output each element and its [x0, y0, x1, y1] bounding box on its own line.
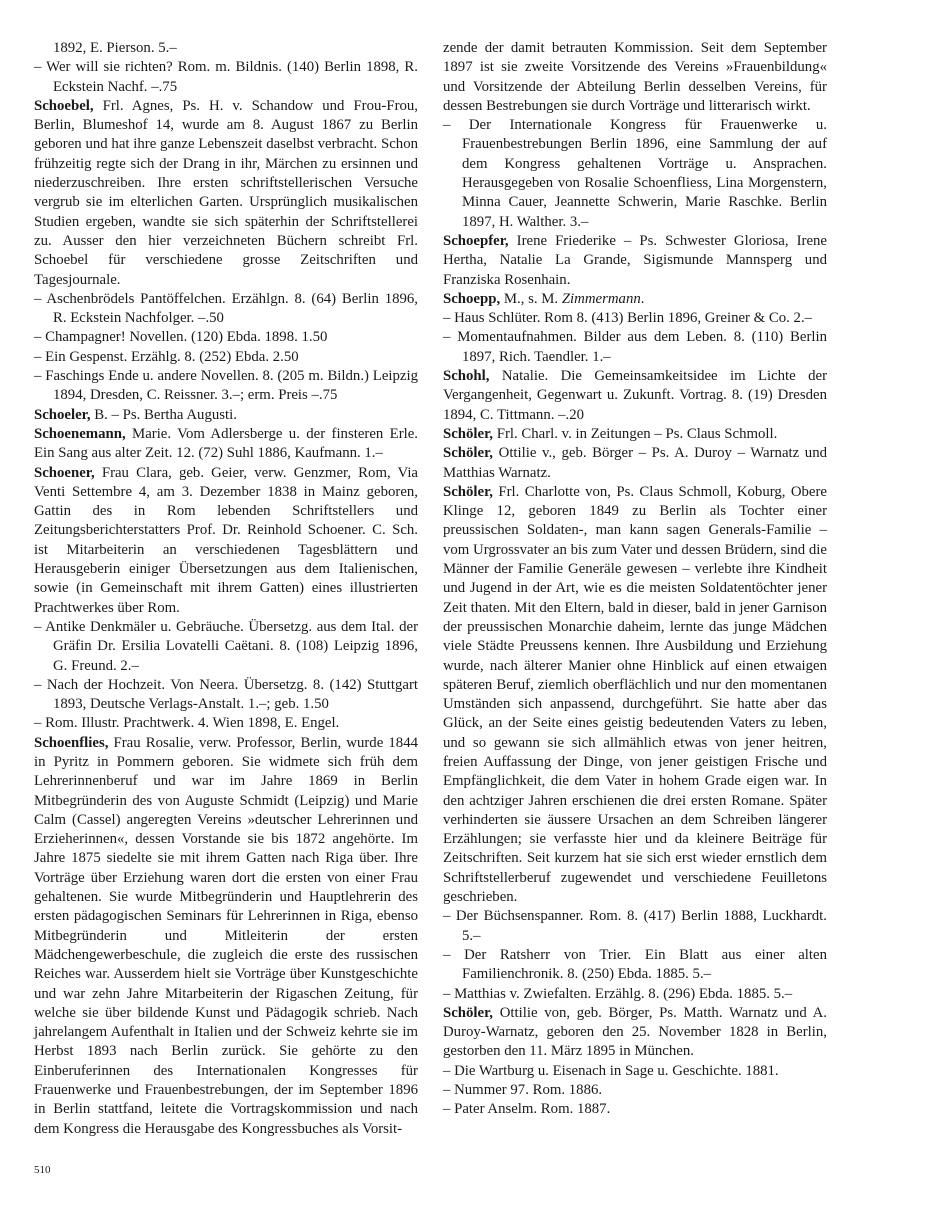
entry-headword: Schoener,: [34, 464, 95, 481]
work-list-item: – Matthias v. Zwiefalten. Erzählg. 8. (296) Ebda. 1885. 5.–: [443, 985, 793, 1002]
entry-headword: Schoenemann,: [34, 425, 126, 442]
lexicon-entry: [443, 483, 827, 908]
lexicon-entry: [34, 425, 418, 464]
work-list-item: – Momentaufnahmen. Bilder aus dem Leben. 8. (110) Berlin 1897, Rich. Taendler. 1.–: [443, 329, 827, 365]
entry-headword: Schoepfer,: [443, 232, 509, 249]
entry-text: Ottilie v., geb. Börger – Ps. A. Duroy – Warnatz und Matthias Warnatz.: [443, 445, 827, 481]
entry-text: M., s. M.: [500, 290, 562, 307]
entry-text: Frau Clara, geb. Geier, verw. Genzmer, Rom, Via Venti Settembre 4, am 3. Dezember 1838 in Mainz geboren, Gattin des in Rom lebenden Schriftstellers und Zeitungsberichterstatters Prof. Dr. Reinhold Schoener. C. Sch. ist Mitarbeiterin an verschiedenen Tagesblättern und Herausgeberin einiger Übersetzungen aus dem Italienischen, sowie (in Gemeinschaft mit ihrem Gatten) eines illustrierten Prachtwerkes über Rom.: [34, 464, 418, 616]
lexicon-entry: [443, 367, 827, 425]
work-list-item: – Der Büchsenspanner. Rom. 8. (417) Berlin 1888, Luckhardt. 5.–: [443, 908, 827, 944]
entry-headword: Schöler,: [443, 425, 494, 442]
right-column: [443, 39, 827, 1120]
paragraph: zende der damit betrauten Kommission. Seit dem September 1897 ist sie zweite Vorsitzende des Vereins »Frauenbildung« und Vorsitzende der Abteilung Berlin desselben Vereins, für dessen Bestrebungen sie durch Vorträge und litterarisch wirkt.: [443, 40, 827, 114]
page-number: 510: [34, 1164, 51, 1176]
continued-line: 1892, E. Pierson. 5.–: [53, 40, 177, 56]
left-column: [34, 39, 418, 1139]
entry-reference: Zimmermann: [561, 290, 641, 307]
work-list-item: – Die Wartburg u. Eisenach in Sage u. Geschichte. 1881.: [443, 1062, 779, 1079]
entry-text: Ottilie von, geb. Börger, Ps. Matth. Warnatz und A. Duroy-Warnatz, geboren den 25. November 1828 in Berlin, gestorben den 11. März 1895 in München.: [443, 1004, 827, 1060]
entry-text: Frau Rosalie, verw. Professor, Berlin, wurde 1844 in Pyritz in Pommern geboren. Sie widmete sich früh dem Lehrerinnenberuf und war im Jahre 1869 in Berlin Mitbegründerin des von Auguste Schmidt (Leipzig) und Marie Calm (Cassel) angeregten Vereins »deutscher Lehrerinnen und Erzieherinnen«, dessen Vorstande sie bis 1872 angehörte. Im Jahre 1875 siedelte sie mit ihrem Gatten nach Riga über. Ihre Vorträge über Erziehung waren dort die ersten von einer Frau gehaltenen. Sie wurde Mitbegründerin und Hauptlehrerin des ersten pädagogischen Seminars für Lehrerinnen in Riga, ebenso Mitbegründerin und Mitleiterin der ersten Mädchengewerbeschule, die zugleich die erste des russischen Reiches war. Ausserdem hielt sie Vorträge über Kunstgeschichte und war zehn Jahre Mitarbeiterin der Rigaschen Zeitung, für welche sie über bildende Kunst und Pädagogik schrieb. Nach jahrelangem Aufenthalt in Italien und der Schweiz kehrte sie im Herbst 1893 nach Berlin zurück. Sie gehörte zu den Einberuferinnen des Internationalen Kongresses für Frauenwerke und Frauenbestrebungen, der im September 1896 in Berlin stattfand, leitete die Vortragskommission und nach dem Kongress die Herausgabe des Kongressbuches als Vorsit-: [34, 734, 418, 1137]
work-list-item: – Wer will sie richten? Rom. m. Bildnis. (140) Berlin 1898, R. Eckstein Nachf. –.75: [34, 59, 418, 95]
work-list-item: – Faschings Ende u. andere Novellen. 8. (205 m. Bildn.) Leipzig 1894, Dresden, C. Reissner. 3.–; erm. Preis –.75: [34, 368, 418, 404]
lexicon-entry: [443, 232, 827, 290]
work-list-item: – Ein Gespenst. Erzählg. 8. (252) Ebda. 2.50: [34, 348, 299, 365]
work-list-item: – Nach der Hochzeit. Von Neera. Übersetzg. 8. (142) Stuttgart 1893, Deutsche Verlags-Anstalt. 1.–; geb. 1.50: [34, 676, 418, 713]
work-list-item: – Der Ratsherr von Trier. Ein Blatt aus einer alten Familienchronik. 8. (250) Ebda. 1885. 5.–: [443, 946, 827, 983]
work-list-item: – Haus Schlüter. Rom 8. (413) Berlin 1896, Greiner & Co. 2.–: [443, 310, 813, 327]
entry-text: Frl. Charlotte von, Ps. Claus Schmoll, Koburg, Obere Klinge 12, geboren 1849 zu Berlin als Tochter einer preussischen Soldaten-, man kann sagen Generals-Familie – vom Urgrossvater an bis zum Vater und dessen Brüdern, sind die Männer der Familie Generäle gewesen – verlebte ihre Kindheit und Jugend in der Art, wie es die meisten Soldatentöchter jener Zeit thaten. Mit den Eltern, bald in dieser, bald in jener Garnison der preussischen Monarchie daheim, lernte das junge Mädchen viele Städte Preussens kennen. Ihre Ausbildung und Erziehung wurde, nach älterer Manier ohne Hinblick auf einen etwaigen späteren Beruf, ziemlich oberflächlich und nur den momentanen Umständen sich anpassend, durchgeführt. Sie hatte aber das Glück, an der Seite eines geistig bedeutenden Vaters zu leben, und so gewann sie sich allmählich etwas von jener heitren, freien Auffassung der Dinge, von jener geistigen Frische und Empfänglichkeit, die dem Vater in hohem Grade eigen war. In den achtziger Jahren erschienen die drei ersten Romane. Später verhinderten sie äussere Ursachen an dem Schreiben längerer Erzählungen; sie verfasste hier und da kleinere Beiträge für Zeitschriften. Seit kurzem hat sie sich erst wieder ernstlich dem Schriftstellerberuf zugewendet und verschiedene Feuilletons geschrieben.: [443, 483, 827, 906]
entry-headword: Schöler,: [443, 445, 494, 462]
entry-text: Marie. Vom Adlersberge u. der finsteren Erle. Ein Sang aus alter Zeit. 12. (72) Suhl 1886, Kaufmann. 1.–: [34, 425, 418, 462]
lexicon-entry: [443, 1004, 827, 1062]
lexicon-entry: [34, 406, 418, 425]
entry-headword: Schoeler,: [34, 406, 91, 423]
work-list-item: – Pater Anselm. Rom. 1887.: [443, 1101, 611, 1118]
lexicon-entry: [443, 444, 827, 483]
entry-headword: Schöler,: [443, 483, 494, 500]
work-list-item: – Rom. Illustr. Prachtwerk. 4. Wien 1898, E. Engel.: [34, 715, 340, 732]
work-list-item: – Der Internationale Kongress für Frauenwerke u. Frauenbestrebungen Berlin 1896, eine Sammlung der auf dem Kongress gehaltenen Vorträge u. Ansprachen. Herausgegeben von Rosalie Schoenfliess, Lina Morgenstern, Minna Cauer, Jeannette Schwerin, Marie Raschke. Berlin 1897, H. Walther. 3.–: [443, 117, 827, 230]
entry-headword: Schoenflies,: [34, 734, 109, 751]
entry-text-tail: .: [640, 290, 645, 307]
work-list-item: – Nummer 97. Rom. 1886.: [443, 1082, 603, 1099]
entry-headword: Schohl,: [443, 368, 490, 385]
lexicon-entry: [34, 734, 418, 1139]
work-list-item: – Aschenbrödels Pantöffelchen. Erzählgn. 8. (64) Berlin 1896, R. Eckstein Nachfolger. –.50: [34, 290, 418, 327]
entry-headword: Schoebel,: [34, 97, 94, 114]
entry-headword: Schöler,: [443, 1004, 494, 1021]
lexicon-entry: [34, 97, 418, 290]
lexicon-entry: [443, 290, 827, 309]
entry-text: Frl. Charl. v. in Zeitungen – Ps. Claus Schmoll.: [493, 425, 778, 442]
entry-text: Irene Friederike – Ps. Schwester Gloriosa, Irene Hertha, Natalie La Grande, Sigismunde Mannsperg und Franziska Rosenhain.: [443, 232, 827, 288]
work-list-item: – Champagner! Novellen. (120) Ebda. 1898. 1.50: [34, 329, 328, 346]
entry-headword: Schoepp,: [443, 290, 501, 307]
lexicon-entry: [34, 464, 418, 618]
lexicon-entry: [443, 425, 827, 444]
entry-text: B. – Ps. Bertha Augusti.: [90, 406, 237, 423]
work-list-item: – Antike Denkmäler u. Gebräuche. Übersetzg. aus dem Ital. der Gräfin Dr. Ersilia Lovatelli Caëtani. 8. (108) Leipzig 1896, G. Freund. 2.–: [34, 618, 418, 674]
entry-text: Frl. Agnes, Ps. H. v. Schandow und Frou-Frou, Berlin, Blumeshof 14, wurde am 8. August 1867 zu Berlin geboren und hat ihre ganze Lebenszeit daselbst verbracht. Schon frühzeitig regte sich der Drang in ihr, Märchen zu ersinnen und niederzuschreiben. Ihre ersten schriftstellerischen Versuche vergrub sie im elterlichen Garten. Ursprünglich musikalischen Studien ergeben, wandte sie sich späterhin der Schriftstellerei zu. Ausser den hier verzeichneten Büchern schreibt Frl. Schoebel für verschiedene grosse Zeitschriften und Tagesjournale.: [34, 97, 418, 288]
entry-text: Natalie. Die Gemeinsamkeitsidee im Lichte der Vergangenheit, Gegenwart u. Zukunft. Vortrag. 8. (19) Dresden 1894, C. Tittmann. –.20: [443, 368, 827, 423]
